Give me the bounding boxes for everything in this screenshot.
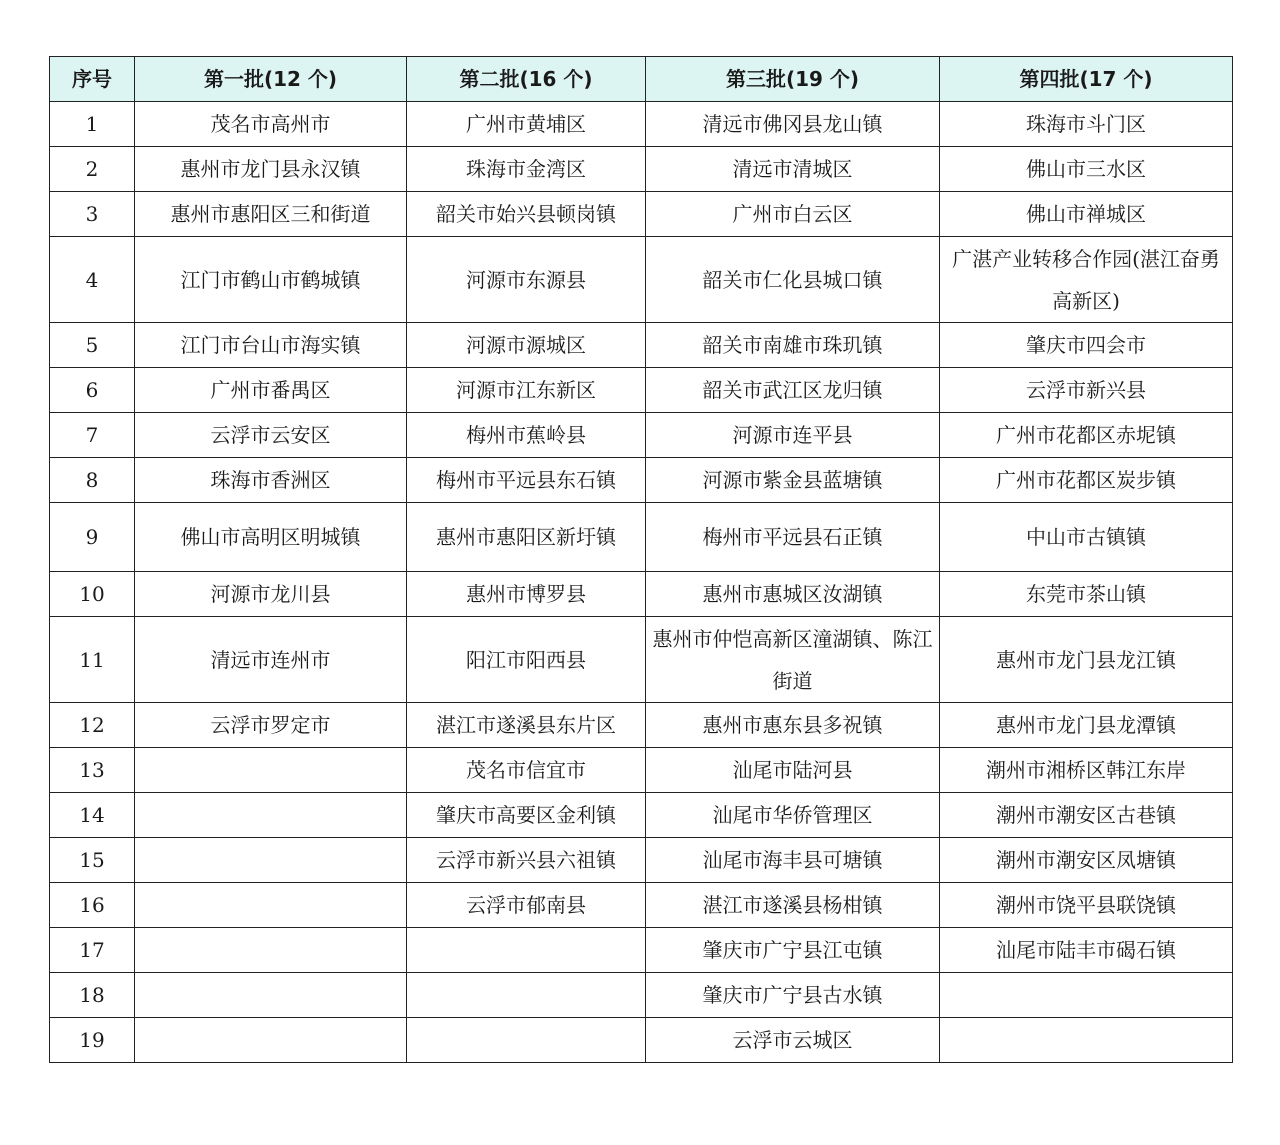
batch-4-cell: 广州市花都区赤坭镇 [940, 413, 1233, 458]
batch-1-cell: 江门市台山市海实镇 [135, 323, 407, 368]
batch-3-cell: 云浮市云城区 [646, 1018, 940, 1063]
batch-4-cell: 东莞市茶山镇 [940, 572, 1233, 617]
batch-1-cell: 惠州市惠阳区三和街道 [135, 192, 407, 237]
table-body [50, 102, 1233, 1063]
batch-3-cell: 肇庆市广宁县江屯镇 [646, 928, 940, 973]
row-index-cell: 13 [50, 748, 135, 793]
batch-3-cell: 惠州市仲恺高新区潼湖镇、陈江街道 [646, 617, 940, 703]
batch-4-cell: 珠海市斗门区 [940, 102, 1233, 147]
batch-1-cell: 云浮市云安区 [135, 413, 407, 458]
batch-2-cell: 梅州市蕉岭县 [407, 413, 646, 458]
batch-1-cell [135, 883, 407, 928]
batch-4-cell: 潮州市饶平县联饶镇 [940, 883, 1233, 928]
row-index-cell: 5 [50, 323, 135, 368]
batch-table [49, 56, 1233, 1063]
batch-2-cell: 惠州市惠阳区新圩镇 [407, 503, 646, 572]
row-index-cell: 2 [50, 147, 135, 192]
batch-4-cell: 佛山市禅城区 [940, 192, 1233, 237]
batch-1-cell: 江门市鹤山市鹤城镇 [135, 237, 407, 323]
batch-2-cell: 河源市东源县 [407, 237, 646, 323]
batch-1-cell [135, 1018, 407, 1063]
batch-2-cell [407, 973, 646, 1018]
batch-2-cell: 韶关市始兴县顿岗镇 [407, 192, 646, 237]
batch-4-cell: 惠州市龙门县龙江镇 [940, 617, 1233, 703]
batch-2-cell: 河源市江东新区 [407, 368, 646, 413]
batch-1-cell [135, 793, 407, 838]
batch-4-cell: 潮州市潮安区古巷镇 [940, 793, 1233, 838]
table-row [50, 883, 1233, 928]
table-row [50, 368, 1233, 413]
batch-1-cell: 佛山市高明区明城镇 [135, 503, 407, 572]
batch-3-cell: 汕尾市海丰县可塘镇 [646, 838, 940, 883]
row-index-cell: 14 [50, 793, 135, 838]
row-index-cell: 3 [50, 192, 135, 237]
batch-1-cell [135, 928, 407, 973]
batch-2-cell: 梅州市平远县东石镇 [407, 458, 646, 503]
batch-3-cell: 梅州市平远县石正镇 [646, 503, 940, 572]
batch-3-cell: 汕尾市陆河县 [646, 748, 940, 793]
batch-3-cell: 清远市佛冈县龙山镇 [646, 102, 940, 147]
table-row [50, 572, 1233, 617]
row-index-cell: 1 [50, 102, 135, 147]
batch-3-cell: 河源市连平县 [646, 413, 940, 458]
batch-table-container [49, 56, 1233, 1063]
header-batch-3: 第三批(19 个) [646, 57, 940, 102]
batch-2-cell: 肇庆市高要区金利镇 [407, 793, 646, 838]
row-index-cell: 10 [50, 572, 135, 617]
table-row [50, 237, 1233, 323]
batch-2-cell: 茂名市信宜市 [407, 748, 646, 793]
batch-4-cell: 惠州市龙门县龙潭镇 [940, 703, 1233, 748]
table-row [50, 928, 1233, 973]
batch-1-cell: 惠州市龙门县永汉镇 [135, 147, 407, 192]
row-index-cell: 16 [50, 883, 135, 928]
batch-4-cell: 广州市花都区炭步镇 [940, 458, 1233, 503]
table-row [50, 748, 1233, 793]
batch-3-cell: 广州市白云区 [646, 192, 940, 237]
batch-1-cell [135, 973, 407, 1018]
batch-2-cell: 云浮市郁南县 [407, 883, 646, 928]
batch-2-cell: 惠州市博罗县 [407, 572, 646, 617]
table-row [50, 323, 1233, 368]
batch-2-cell: 广州市黄埔区 [407, 102, 646, 147]
batch-2-cell: 珠海市金湾区 [407, 147, 646, 192]
batch-2-cell [407, 1018, 646, 1063]
batch-1-cell: 河源市龙川县 [135, 572, 407, 617]
batch-1-cell [135, 748, 407, 793]
batch-3-cell: 肇庆市广宁县古水镇 [646, 973, 940, 1018]
table-row [50, 617, 1233, 703]
batch-4-cell [940, 1018, 1233, 1063]
table-row [50, 1018, 1233, 1063]
batch-2-cell [407, 928, 646, 973]
header-index: 序号 [50, 57, 135, 102]
batch-3-cell: 河源市紫金县蓝塘镇 [646, 458, 940, 503]
batch-1-cell: 清远市连州市 [135, 617, 407, 703]
batch-3-cell: 韶关市武江区龙归镇 [646, 368, 940, 413]
table-row [50, 458, 1233, 503]
row-index-cell: 6 [50, 368, 135, 413]
batch-1-cell [135, 838, 407, 883]
batch-1-cell: 珠海市香洲区 [135, 458, 407, 503]
batch-3-cell: 惠州市惠东县多祝镇 [646, 703, 940, 748]
batch-2-cell: 湛江市遂溪县东片区 [407, 703, 646, 748]
batch-3-cell: 惠州市惠城区汝湖镇 [646, 572, 940, 617]
row-index-cell: 17 [50, 928, 135, 973]
table-row [50, 793, 1233, 838]
row-index-cell: 11 [50, 617, 135, 703]
batch-3-cell: 汕尾市华侨管理区 [646, 793, 940, 838]
row-index-cell: 19 [50, 1018, 135, 1063]
batch-2-cell: 云浮市新兴县六祖镇 [407, 838, 646, 883]
batch-1-cell: 广州市番禺区 [135, 368, 407, 413]
batch-2-cell: 河源市源城区 [407, 323, 646, 368]
table-row [50, 703, 1233, 748]
row-index-cell: 12 [50, 703, 135, 748]
batch-4-cell: 云浮市新兴县 [940, 368, 1233, 413]
table-row [50, 503, 1233, 572]
table-row [50, 973, 1233, 1018]
batch-1-cell: 茂名市高州市 [135, 102, 407, 147]
batch-4-cell: 佛山市三水区 [940, 147, 1233, 192]
batch-4-cell: 潮州市潮安区凤塘镇 [940, 838, 1233, 883]
row-index-cell: 7 [50, 413, 135, 458]
batch-4-cell: 广湛产业转移合作园(湛江奋勇高新区) [940, 237, 1233, 323]
table-row [50, 147, 1233, 192]
row-index-cell: 4 [50, 237, 135, 323]
batch-4-cell: 肇庆市四会市 [940, 323, 1233, 368]
row-index-cell: 9 [50, 503, 135, 572]
header-batch-1: 第一批(12 个) [135, 57, 407, 102]
table-row [50, 413, 1233, 458]
batch-3-cell: 清远市清城区 [646, 147, 940, 192]
batch-3-cell: 韶关市仁化县城口镇 [646, 237, 940, 323]
header-batch-4: 第四批(17 个) [940, 57, 1233, 102]
table-row [50, 102, 1233, 147]
row-index-cell: 18 [50, 973, 135, 1018]
header-batch-2: 第二批(16 个) [407, 57, 646, 102]
row-index-cell: 15 [50, 838, 135, 883]
batch-4-cell [940, 973, 1233, 1018]
batch-3-cell: 湛江市遂溪县杨柑镇 [646, 883, 940, 928]
table-row [50, 192, 1233, 237]
batch-4-cell: 汕尾市陆丰市碣石镇 [940, 928, 1233, 973]
batch-4-cell: 潮州市湘桥区韩江东岸 [940, 748, 1233, 793]
header-row [50, 57, 1233, 102]
batch-2-cell: 阳江市阳西县 [407, 617, 646, 703]
table-row [50, 838, 1233, 883]
row-index-cell: 8 [50, 458, 135, 503]
batch-3-cell: 韶关市南雄市珠玑镇 [646, 323, 940, 368]
batch-4-cell: 中山市古镇镇 [940, 503, 1233, 572]
batch-1-cell: 云浮市罗定市 [135, 703, 407, 748]
